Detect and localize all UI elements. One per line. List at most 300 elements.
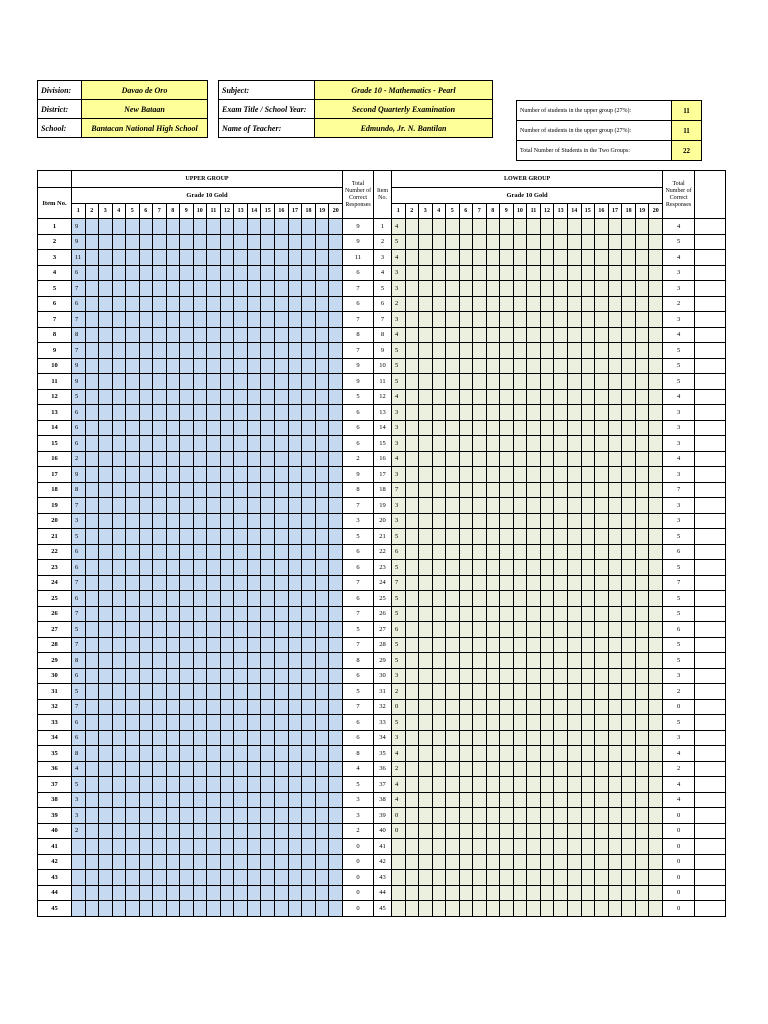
upper-response-cell[interactable]: [126, 591, 140, 607]
upper-response-cell[interactable]: [261, 901, 275, 917]
lower-response-cell[interactable]: [608, 389, 622, 405]
upper-response-cell[interactable]: [247, 792, 261, 808]
lower-response-cell[interactable]: [595, 451, 609, 467]
upper-response-cell[interactable]: [166, 312, 180, 328]
upper-response-cell[interactable]: [166, 684, 180, 700]
lower-response-cell[interactable]: [595, 281, 609, 297]
upper-response-cell[interactable]: [126, 901, 140, 917]
lower-response-cell[interactable]: [473, 746, 487, 762]
lower-response-cell[interactable]: [595, 467, 609, 483]
lower-response-cell[interactable]: [635, 482, 649, 498]
lower-response-cell[interactable]: [635, 637, 649, 653]
upper-response-cell[interactable]: [153, 777, 167, 793]
upper-response-cell[interactable]: [234, 234, 248, 250]
lower-response-cell[interactable]: [392, 839, 406, 855]
lower-response-cell[interactable]: [419, 606, 433, 622]
upper-response-cell[interactable]: 7: [72, 281, 86, 297]
lower-response-cell[interactable]: [527, 699, 541, 715]
lower-response-cell[interactable]: [649, 901, 663, 917]
lower-response-cell[interactable]: [608, 792, 622, 808]
lower-response-cell[interactable]: [581, 234, 595, 250]
upper-response-cell[interactable]: [247, 312, 261, 328]
upper-response-cell[interactable]: [166, 343, 180, 359]
upper-response-cell[interactable]: [153, 312, 167, 328]
upper-response-cell[interactable]: [153, 730, 167, 746]
lower-response-cell[interactable]: [567, 467, 581, 483]
lower-response-cell[interactable]: [608, 823, 622, 839]
upper-response-cell[interactable]: [261, 885, 275, 901]
lower-response-cell[interactable]: [405, 265, 419, 281]
upper-response-cell[interactable]: [166, 777, 180, 793]
upper-response-cell[interactable]: [220, 885, 234, 901]
lower-response-cell[interactable]: [622, 668, 636, 684]
lower-response-cell[interactable]: [486, 312, 500, 328]
upper-response-cell[interactable]: [234, 870, 248, 886]
lower-response-cell[interactable]: [419, 529, 433, 545]
lower-response-cell[interactable]: [486, 715, 500, 731]
upper-response-cell[interactable]: [99, 405, 113, 421]
lower-response-cell[interactable]: [446, 420, 460, 436]
lower-response-cell[interactable]: [581, 436, 595, 452]
lower-response-cell[interactable]: [405, 498, 419, 514]
upper-response-cell[interactable]: [139, 405, 153, 421]
upper-response-cell[interactable]: [85, 668, 99, 684]
lower-response-cell[interactable]: [486, 544, 500, 560]
lower-response-cell[interactable]: [486, 327, 500, 343]
upper-response-cell[interactable]: 5: [72, 389, 86, 405]
upper-response-cell[interactable]: [275, 622, 289, 638]
lower-response-cell[interactable]: [595, 575, 609, 591]
upper-response-cell[interactable]: [261, 575, 275, 591]
lower-response-cell[interactable]: [581, 250, 595, 266]
upper-response-cell[interactable]: [220, 389, 234, 405]
lower-response-cell[interactable]: [622, 436, 636, 452]
upper-response-cell[interactable]: [261, 327, 275, 343]
lower-response-cell[interactable]: [432, 343, 446, 359]
upper-response-cell[interactable]: [180, 281, 194, 297]
lower-response-cell[interactable]: [432, 606, 446, 622]
lower-response-cell[interactable]: [635, 265, 649, 281]
lower-response-cell[interactable]: [405, 699, 419, 715]
lower-response-cell[interactable]: [649, 792, 663, 808]
upper-response-cell[interactable]: [329, 715, 343, 731]
lower-response-cell[interactable]: [419, 699, 433, 715]
lower-response-cell[interactable]: [581, 343, 595, 359]
lower-response-cell[interactable]: [459, 250, 473, 266]
lower-response-cell[interactable]: [567, 405, 581, 421]
lower-response-cell[interactable]: [567, 730, 581, 746]
upper-response-cell[interactable]: [139, 312, 153, 328]
upper-response-cell[interactable]: [166, 296, 180, 312]
upper-response-cell[interactable]: [234, 343, 248, 359]
upper-response-cell[interactable]: [112, 436, 126, 452]
upper-response-cell[interactable]: [112, 761, 126, 777]
lower-response-cell[interactable]: [500, 668, 514, 684]
upper-response-cell[interactable]: 9: [72, 374, 86, 390]
upper-response-cell[interactable]: 7: [72, 312, 86, 328]
upper-response-cell[interactable]: [126, 436, 140, 452]
lower-response-cell[interactable]: [486, 591, 500, 607]
upper-response-cell[interactable]: [247, 234, 261, 250]
upper-response-cell[interactable]: [261, 467, 275, 483]
lower-response-cell[interactable]: [419, 513, 433, 529]
lower-response-cell[interactable]: [432, 467, 446, 483]
upper-response-cell[interactable]: [302, 343, 316, 359]
lower-response-cell[interactable]: [405, 405, 419, 421]
lower-response-cell[interactable]: [500, 808, 514, 824]
lower-response-cell[interactable]: [649, 451, 663, 467]
upper-response-cell[interactable]: [302, 436, 316, 452]
upper-response-cell[interactable]: [247, 544, 261, 560]
lower-response-cell[interactable]: [554, 699, 568, 715]
upper-response-cell[interactable]: [329, 777, 343, 793]
upper-response-cell[interactable]: [207, 420, 221, 436]
upper-response-cell[interactable]: [166, 250, 180, 266]
lower-response-cell[interactable]: [635, 746, 649, 762]
lower-response-cell[interactable]: [432, 575, 446, 591]
lower-response-cell[interactable]: [554, 250, 568, 266]
upper-response-cell[interactable]: [207, 730, 221, 746]
lower-response-cell[interactable]: [622, 823, 636, 839]
lower-response-cell[interactable]: [473, 622, 487, 638]
lower-response-cell[interactable]: [500, 792, 514, 808]
lower-response-cell[interactable]: [527, 296, 541, 312]
lower-response-cell[interactable]: [635, 529, 649, 545]
upper-response-cell[interactable]: [85, 420, 99, 436]
upper-response-cell[interactable]: [302, 715, 316, 731]
upper-response-cell[interactable]: [261, 219, 275, 235]
upper-response-cell[interactable]: [275, 544, 289, 560]
lower-response-cell[interactable]: [608, 451, 622, 467]
lower-response-cell[interactable]: [567, 746, 581, 762]
lower-response-cell[interactable]: [554, 405, 568, 421]
upper-response-cell[interactable]: [166, 668, 180, 684]
lower-response-cell[interactable]: [608, 281, 622, 297]
upper-response-cell[interactable]: [126, 420, 140, 436]
upper-response-cell[interactable]: [85, 808, 99, 824]
lower-response-cell[interactable]: 0: [392, 808, 406, 824]
lower-response-cell[interactable]: [513, 544, 527, 560]
lower-response-cell[interactable]: [473, 436, 487, 452]
upper-response-cell[interactable]: [288, 699, 302, 715]
upper-response-cell[interactable]: [275, 513, 289, 529]
upper-response-cell[interactable]: [85, 219, 99, 235]
upper-response-cell[interactable]: [329, 606, 343, 622]
lower-response-cell[interactable]: [581, 560, 595, 576]
lower-response-cell[interactable]: [486, 606, 500, 622]
upper-response-cell[interactable]: [139, 296, 153, 312]
lower-response-cell[interactable]: [635, 575, 649, 591]
lower-response-cell[interactable]: [432, 746, 446, 762]
upper-response-cell[interactable]: [234, 684, 248, 700]
lower-response-cell[interactable]: [459, 808, 473, 824]
upper-response-cell[interactable]: [261, 544, 275, 560]
upper-response-cell[interactable]: [234, 405, 248, 421]
lower-response-cell[interactable]: [635, 823, 649, 839]
lower-response-cell[interactable]: [554, 761, 568, 777]
lower-response-cell[interactable]: [581, 839, 595, 855]
upper-response-cell[interactable]: [139, 808, 153, 824]
lower-response-cell[interactable]: [473, 684, 487, 700]
upper-response-cell[interactable]: [99, 761, 113, 777]
lower-response-cell[interactable]: [527, 637, 541, 653]
upper-response-cell[interactable]: [329, 467, 343, 483]
lower-response-cell[interactable]: [649, 544, 663, 560]
lower-response-cell[interactable]: [419, 637, 433, 653]
upper-response-cell[interactable]: [193, 374, 207, 390]
lower-response-cell[interactable]: [405, 854, 419, 870]
lower-response-cell[interactable]: [649, 606, 663, 622]
upper-response-cell[interactable]: [288, 358, 302, 374]
upper-response-cell[interactable]: [112, 529, 126, 545]
lower-response-cell[interactable]: [554, 327, 568, 343]
upper-response-cell[interactable]: [247, 591, 261, 607]
upper-response-cell[interactable]: [220, 715, 234, 731]
lower-response-cell[interactable]: [635, 451, 649, 467]
lower-response-cell[interactable]: [527, 870, 541, 886]
lower-response-cell[interactable]: [649, 777, 663, 793]
upper-response-cell[interactable]: [288, 265, 302, 281]
upper-response-cell[interactable]: [85, 854, 99, 870]
upper-response-cell[interactable]: [234, 761, 248, 777]
lower-response-cell[interactable]: [500, 513, 514, 529]
lower-response-cell[interactable]: [432, 839, 446, 855]
upper-response-cell[interactable]: [247, 327, 261, 343]
lower-response-cell[interactable]: [527, 405, 541, 421]
upper-response-cell[interactable]: [193, 575, 207, 591]
upper-response-cell[interactable]: [288, 405, 302, 421]
lower-response-cell[interactable]: [554, 575, 568, 591]
upper-response-cell[interactable]: [139, 219, 153, 235]
upper-response-cell[interactable]: [220, 529, 234, 545]
upper-response-cell[interactable]: [126, 529, 140, 545]
upper-response-cell[interactable]: [275, 668, 289, 684]
upper-response-cell[interactable]: [126, 777, 140, 793]
upper-response-cell[interactable]: [315, 234, 329, 250]
upper-response-cell[interactable]: 7: [72, 606, 86, 622]
upper-response-cell[interactable]: [193, 746, 207, 762]
upper-response-cell[interactable]: [166, 870, 180, 886]
upper-response-cell[interactable]: [234, 482, 248, 498]
lower-response-cell[interactable]: [500, 420, 514, 436]
lower-response-cell[interactable]: [513, 637, 527, 653]
upper-response-cell[interactable]: [302, 870, 316, 886]
upper-response-cell[interactable]: [234, 668, 248, 684]
lower-response-cell[interactable]: [459, 839, 473, 855]
upper-response-cell[interactable]: [275, 823, 289, 839]
upper-response-cell[interactable]: [207, 653, 221, 669]
upper-response-cell[interactable]: [153, 405, 167, 421]
lower-response-cell[interactable]: [405, 281, 419, 297]
upper-response-cell[interactable]: [302, 529, 316, 545]
upper-response-cell[interactable]: [220, 358, 234, 374]
lower-response-cell[interactable]: [405, 668, 419, 684]
lower-response-cell[interactable]: [608, 901, 622, 917]
lower-response-cell[interactable]: [500, 870, 514, 886]
upper-response-cell[interactable]: [261, 823, 275, 839]
upper-response-cell[interactable]: [153, 265, 167, 281]
lower-response-cell[interactable]: [635, 808, 649, 824]
upper-response-cell[interactable]: [112, 296, 126, 312]
upper-response-cell[interactable]: [85, 699, 99, 715]
lower-response-cell[interactable]: [500, 451, 514, 467]
upper-response-cell[interactable]: [112, 792, 126, 808]
lower-response-cell[interactable]: [459, 219, 473, 235]
lower-response-cell[interactable]: [473, 699, 487, 715]
lower-response-cell[interactable]: [608, 699, 622, 715]
upper-response-cell[interactable]: [99, 777, 113, 793]
lower-response-cell[interactable]: [527, 219, 541, 235]
upper-response-cell[interactable]: [153, 622, 167, 638]
lower-response-cell[interactable]: [486, 653, 500, 669]
lower-response-cell[interactable]: [405, 622, 419, 638]
lower-response-cell[interactable]: [500, 560, 514, 576]
lower-response-cell[interactable]: [581, 792, 595, 808]
upper-response-cell[interactable]: [139, 870, 153, 886]
lower-response-cell[interactable]: [595, 529, 609, 545]
lower-response-cell[interactable]: [649, 343, 663, 359]
upper-response-cell[interactable]: [329, 839, 343, 855]
upper-response-cell[interactable]: [261, 498, 275, 514]
lower-response-cell[interactable]: [608, 358, 622, 374]
upper-response-cell[interactable]: [275, 467, 289, 483]
upper-response-cell[interactable]: [220, 777, 234, 793]
upper-response-cell[interactable]: [180, 374, 194, 390]
lower-response-cell[interactable]: [513, 296, 527, 312]
lower-response-cell[interactable]: [405, 420, 419, 436]
upper-response-cell[interactable]: [180, 513, 194, 529]
upper-response-cell[interactable]: [288, 730, 302, 746]
lower-response-cell[interactable]: [622, 358, 636, 374]
lower-response-cell[interactable]: [459, 653, 473, 669]
upper-response-cell[interactable]: [166, 653, 180, 669]
upper-response-cell[interactable]: [288, 498, 302, 514]
lower-response-cell[interactable]: [581, 389, 595, 405]
upper-response-cell[interactable]: [180, 312, 194, 328]
upper-response-cell[interactable]: [153, 854, 167, 870]
upper-response-cell[interactable]: [166, 513, 180, 529]
upper-response-cell[interactable]: [112, 668, 126, 684]
lower-response-cell[interactable]: [635, 715, 649, 731]
lower-response-cell[interactable]: [513, 389, 527, 405]
lower-response-cell[interactable]: [486, 250, 500, 266]
upper-response-cell[interactable]: [302, 389, 316, 405]
upper-response-cell[interactable]: [302, 296, 316, 312]
upper-response-cell[interactable]: [139, 343, 153, 359]
upper-response-cell[interactable]: [247, 374, 261, 390]
lower-response-cell[interactable]: [432, 312, 446, 328]
upper-response-cell[interactable]: [207, 854, 221, 870]
upper-response-cell[interactable]: [315, 327, 329, 343]
lower-response-cell[interactable]: [540, 327, 554, 343]
upper-response-cell[interactable]: [288, 482, 302, 498]
upper-response-cell[interactable]: [234, 699, 248, 715]
lower-response-cell[interactable]: [595, 823, 609, 839]
lower-response-cell[interactable]: 4: [392, 389, 406, 405]
lower-group-count-value[interactable]: 11: [672, 121, 702, 141]
lower-response-cell[interactable]: [473, 792, 487, 808]
upper-response-cell[interactable]: [126, 343, 140, 359]
lower-response-cell[interactable]: [459, 529, 473, 545]
lower-response-cell[interactable]: [513, 730, 527, 746]
upper-response-cell[interactable]: [247, 684, 261, 700]
lower-response-cell[interactable]: [419, 668, 433, 684]
lower-response-cell[interactable]: [459, 436, 473, 452]
upper-response-cell[interactable]: [207, 374, 221, 390]
lower-response-cell[interactable]: [419, 591, 433, 607]
lower-response-cell[interactable]: [459, 281, 473, 297]
lower-response-cell[interactable]: [500, 591, 514, 607]
lower-response-cell[interactable]: [608, 219, 622, 235]
lower-response-cell[interactable]: [649, 575, 663, 591]
lower-response-cell[interactable]: [459, 451, 473, 467]
upper-response-cell[interactable]: [193, 823, 207, 839]
lower-response-cell[interactable]: [500, 265, 514, 281]
lower-response-cell[interactable]: [513, 420, 527, 436]
upper-response-cell[interactable]: [234, 560, 248, 576]
upper-response-cell[interactable]: [85, 575, 99, 591]
upper-response-cell[interactable]: [234, 281, 248, 297]
lower-response-cell[interactable]: [459, 296, 473, 312]
lower-response-cell[interactable]: [513, 281, 527, 297]
lower-response-cell[interactable]: [608, 637, 622, 653]
upper-response-cell[interactable]: [126, 653, 140, 669]
lower-response-cell[interactable]: [405, 591, 419, 607]
lower-response-cell[interactable]: [486, 746, 500, 762]
lower-response-cell[interactable]: [608, 684, 622, 700]
upper-response-cell[interactable]: [234, 901, 248, 917]
upper-response-cell[interactable]: [153, 467, 167, 483]
upper-response-cell[interactable]: [85, 730, 99, 746]
lower-response-cell[interactable]: [635, 405, 649, 421]
upper-response-cell[interactable]: [247, 885, 261, 901]
lower-response-cell[interactable]: [459, 885, 473, 901]
lower-response-cell[interactable]: [554, 560, 568, 576]
upper-response-cell[interactable]: [85, 606, 99, 622]
lower-response-cell[interactable]: [473, 761, 487, 777]
lower-response-cell[interactable]: [405, 808, 419, 824]
lower-response-cell[interactable]: [554, 839, 568, 855]
lower-response-cell[interactable]: [527, 730, 541, 746]
lower-response-cell[interactable]: [581, 715, 595, 731]
upper-response-cell[interactable]: [112, 265, 126, 281]
upper-response-cell[interactable]: [139, 622, 153, 638]
lower-response-cell[interactable]: [486, 389, 500, 405]
upper-response-cell[interactable]: [126, 823, 140, 839]
lower-response-cell[interactable]: [540, 808, 554, 824]
lower-response-cell[interactable]: [595, 653, 609, 669]
lower-response-cell[interactable]: [432, 544, 446, 560]
lower-response-cell[interactable]: [622, 792, 636, 808]
upper-response-cell[interactable]: [193, 885, 207, 901]
lower-response-cell[interactable]: [513, 653, 527, 669]
lower-response-cell[interactable]: [486, 730, 500, 746]
lower-response-cell[interactable]: [473, 606, 487, 622]
lower-response-cell[interactable]: [446, 405, 460, 421]
lower-response-cell[interactable]: [608, 808, 622, 824]
lower-response-cell[interactable]: [581, 622, 595, 638]
upper-response-cell[interactable]: 8: [72, 746, 86, 762]
upper-response-cell[interactable]: [139, 777, 153, 793]
upper-response-cell[interactable]: [139, 637, 153, 653]
lower-response-cell[interactable]: [446, 839, 460, 855]
lower-response-cell[interactable]: [473, 265, 487, 281]
lower-response-cell[interactable]: [473, 823, 487, 839]
lower-response-cell[interactable]: [622, 715, 636, 731]
upper-response-cell[interactable]: [261, 792, 275, 808]
lower-response-cell[interactable]: [554, 823, 568, 839]
lower-response-cell[interactable]: [608, 405, 622, 421]
